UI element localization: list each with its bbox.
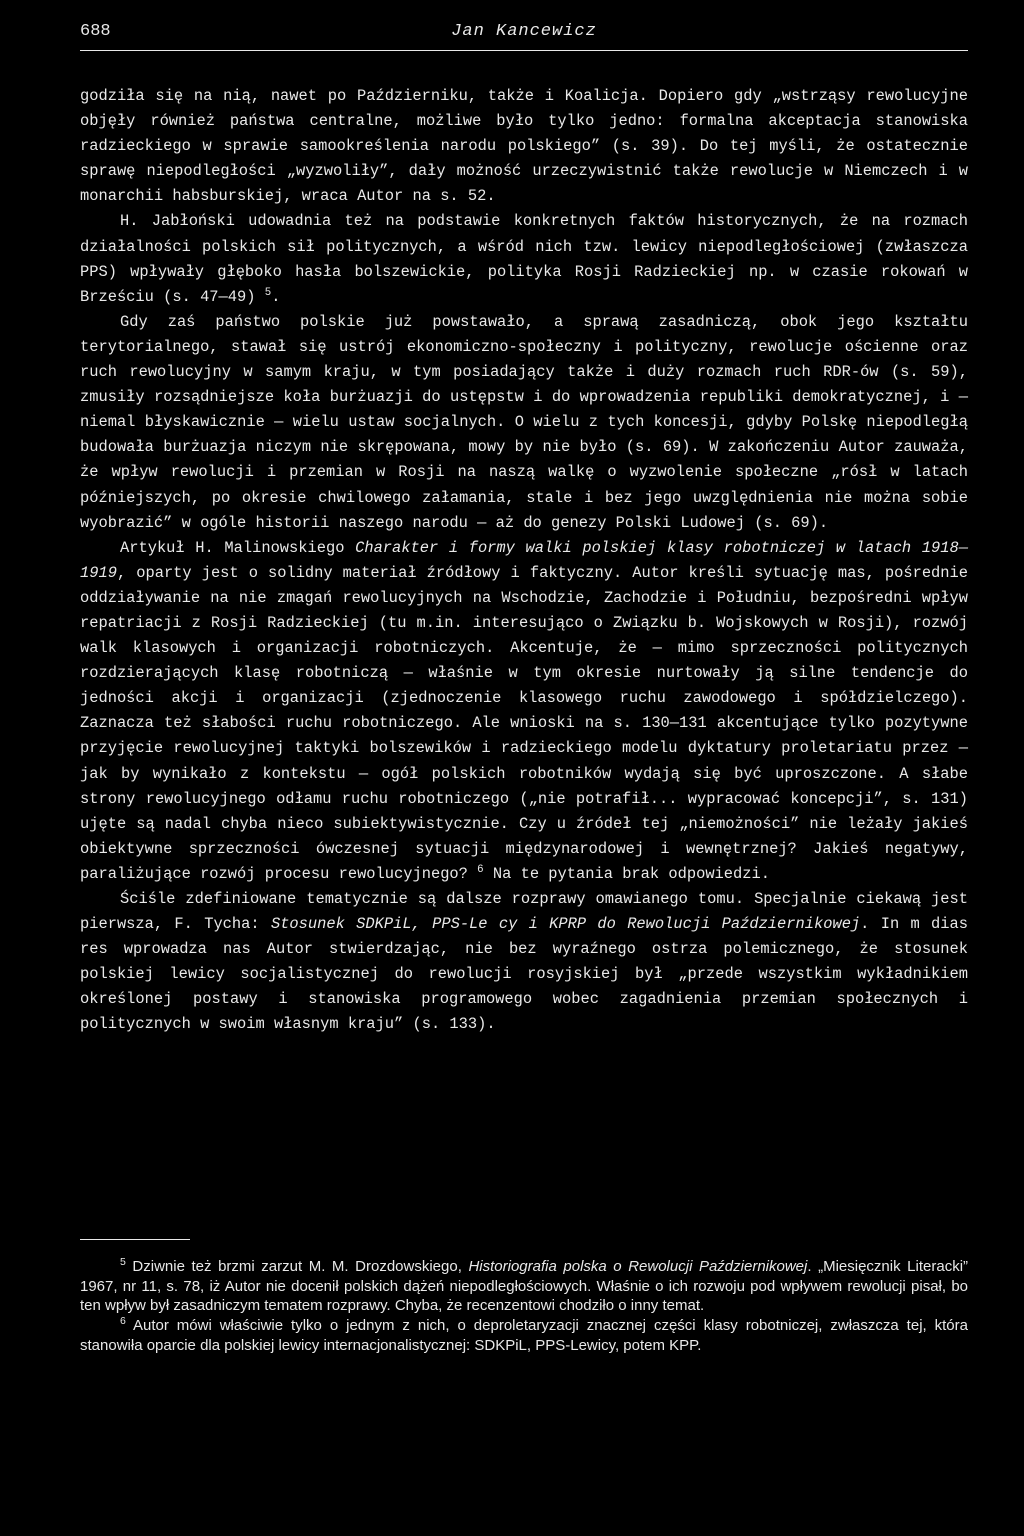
paragraph: Artykuł H. Malinowskiego Charakter i formy walki polskiej klasy robotniczej w latach 1918—1919, oparty jest o solidny materiał źródłowy i faktyczny. Autor kreśli sytuację mas, pośrednie oddziaływanie na nie zmagań rewolucyjnych na Wschodzie, Zachodzie i Południu, bezpośredni wpływ repatriacji z Rosji Radzieckiej (tu m.in. interesująco o Związku b. Wojskowych w Rosji), rozwój walk klasowych i organizacji robotniczych. Akcentuje, że — mimo sprzeczności politycznych rozdzierających klasę robotniczą — właśnie w tym okresie nurtowały ją silne tendencje do jedności akcji i organizacji (zjednoczenie klasowego ruchu zawodowego i spółdzielczego). Zaznacza też słabości ruchu robotniczego. Ale wnioski na s. 130—131 akcentujące tylko pozytywne przyjęcie rewolucyjnej taktyki bolszewików i radzieckiego modelu dyktatury proletariatu przez — jak by wynikało z kontekstu — ogół polskich robotników wydają się być uproszczone. A słabe strony rewolucyjnego odłamu ruchu robotniczego („nie potrafił... wypracować koncepcji”, s. 131) ujęte są nadal chyba nieco subiektywistycznie. Czy u źródeł tej „niemożności” nie leżały jakieś obiektywne sprzeczności ówczesnej sytuacji międzynarodowej i wewnętrznej? Jakieś negatywy, paraliżujące rozwój procesu rewolucyjnego? $^6$ Na te pytania brak odpowiedzi. — [80, 538, 968, 883]
page-header — [80, 22, 968, 50]
footnotes — [80, 1257, 968, 1356]
article-title: Stosunek SDKPiL, PPS-Le cy i KPRP do Rewolucji Październikowej — [270, 915, 861, 934]
page-number: 688 — [80, 22, 111, 41]
footnote-rule — [80, 1239, 190, 1240]
footnote: $^6$ Autor mówi właściwie tylko o jednym z nich, o deproletaryzacji znacznej części klasy robotniczej, zwłaszcza tej, która stanowiła oparcie dla polskiej lewicy internacjonalistycznej: SDKPiL, PPS-Lewicy, potem KPP. — [80, 1315, 968, 1354]
running-head-author: Jan Kancewicz — [451, 22, 597, 41]
body-text — [80, 84, 968, 1038]
paragraph: H. Jabłoński udowadnia też na podstawie konkretnych faktów historycznych, że na rozmach działalności polskich sił politycznych, a wśród nich tzw. lewicy niepodległościowej (zwłaszcza PPS) wpływały głęboko hasła bolszewickie, polityka Rosji Radzieckiej np. w czasie rokowań w Brześciu (s. 47—49) $^5$. — [80, 212, 968, 306]
paragraph: Gdy zaś państwo polskie już powstawało, a sprawą zasadniczą, obok jego kształtu terytorialnego, stawał się ustrój ekonomiczno-społeczny i polityczny, rewolucje ościenne oraz ruch rewolucyjny w samym kraju, w tym posiadający także i duży rozmach ruch RDR-ów (s. 59), zmusiły rozsądniejsze koła burżuazji do ustępstw i do wprowadzenia republiki demokratycznej, i — niemal błyskawicznie — wielu ustaw socjalnych. O wielu z tych koncesji, gdyby Polskę niepodległą budowała burżuazja niczym nie skrępowana, mowy by nie było (s. 69). W zakończeniu Autor zauważa, że wpływ rewolucji i przemian w Rosji na naszą walkę o wyzwolenie społeczne „rósł w latach późniejszych, po okresie chwilowego załamania, stale i bez jego uwzględnienia nie można sobie wyobrazić” w ogóle historii naszego narodu — aż do genezy Polski Ludowej (s. 69). — [80, 312, 968, 532]
cited-title: Historiografia polska o Rewolucji Październikowej — [468, 1258, 808, 1275]
footnote-ref: 6 — [477, 863, 484, 876]
footnote: $^5$ Dziwnie też brzmi zarzut M. M. Drozdowskiego, Historiografia polska o Rewolucji Październikowej. „Miesięcznik Literacki” 1967, nr 11, s. 78, iż Autor nie docenił polskich dążeń niepodległościowych. Właśnie o ich rozwoju pod wpływem rewolucji pisał, bo ten wpływ był zasadniczym tematem rozprawy. Chyba, że recenzentowi chodziło o inny temat. — [80, 1256, 969, 1315]
header-rule — [80, 50, 968, 51]
footnote-ref: 5 — [264, 286, 272, 299]
article-title: Charakter i formy walki polskiej klasy robotniczej w latach 1918—1919 — [80, 538, 968, 582]
paragraph: Ściśle zdefiniowane tematycznie są dalsze rozprawy omawianego tomu. Specjalnie ciekawą jest pierwsza, F. Tycha: Stosunek SDKPiL, PPS-Le cy i KPRP do Rewolucji Październikowej. In m dias res wprowadza nas Autor stwierdzając, nie bez wyraźnego ostrza polemicznego, że stosunek polskiej lewicy socjalistycznej do rewolucji rosyjskiej był „przede wszystkim wykładnikiem określonej postawy i stanowiska programowego wobec zagadnienia przemian społecznych i politycznych w swoim własnym kraju” (s. 133). — [80, 890, 968, 1034]
paragraph: godziła się na nią, nawet po Październiku, także i Koalicja. Dopiero gdy „wstrząsy rewolucyjne objęły również państwa centralne, możliwe było tylko jedno: formalna akceptacja stanowiska radzieckiego w sprawie samookreślenia narodu polskiego” (s. 39). Do tej myśli, że ostatecznie sprawę niepodległości „wyzwoliły”, dały możność urzeczywistnić także rewolucje w Niemczech i w monarchii habsburskiej, wraca Autor na s. 52. — [80, 87, 968, 206]
